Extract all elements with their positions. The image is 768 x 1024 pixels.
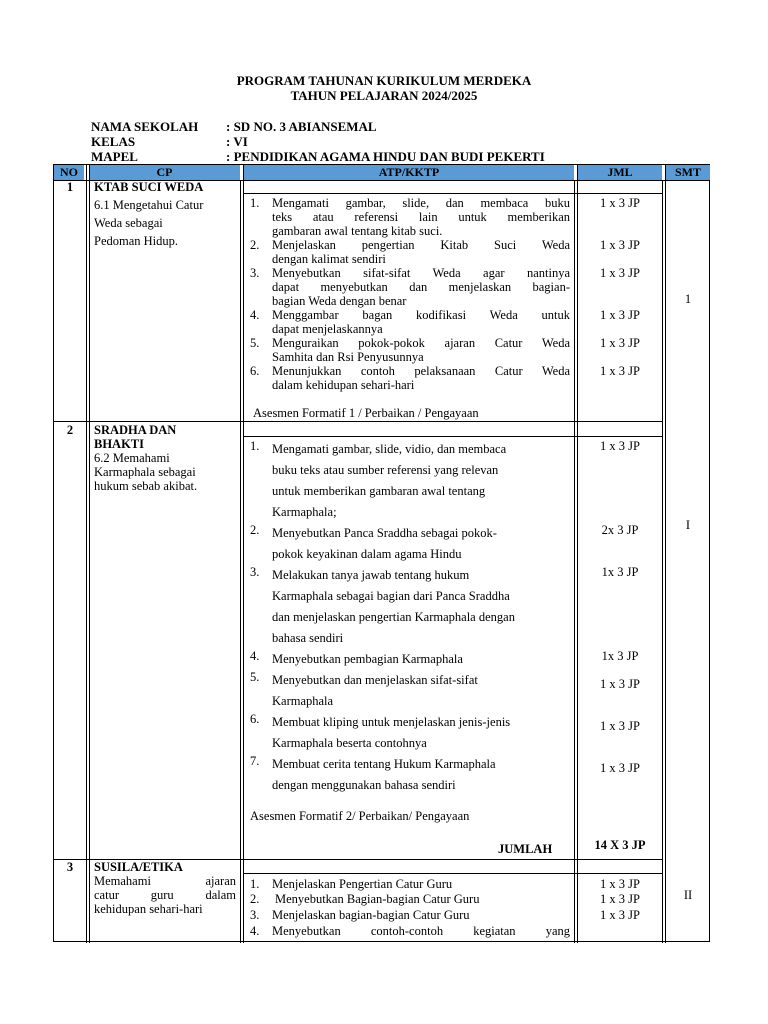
col-header-smt: SMT [674,165,701,179]
jml-value: 1 x 3 JP [600,364,640,378]
info-label: MAPEL [91,149,138,164]
grid-line [243,165,244,943]
atp-item: Menggambar bagan kodifikasi Weda untuk dapat menjelaskannya [272,308,570,336]
semester-value: I [685,518,691,532]
atp-item: Menyebutkan dan menjelaskan sifat-sifat Karmaphala [272,673,478,708]
item-number: 4. [250,308,260,322]
col-header-no: NO [60,165,78,179]
section-title: KTAB SUCI WEDA [94,180,204,194]
item-number: 7. [250,754,260,768]
jml-value: 1 x 3 JP [600,719,640,733]
info-subject [91,149,545,164]
item-number: 1. [250,439,260,453]
info-value: : SD NO. 3 ABIANSEMAL [226,119,377,134]
doc-title: PROGRAM TAHUNAN KURIKULUM MERDEKA [236,73,532,88]
info-value: : PENDIDIKAN AGAMA HINDU DAN BUDI PEKERTI [226,149,545,164]
info-label: KELAS [91,134,136,149]
grid-line [86,165,87,943]
atp-item: Menyebutkan sifat-sifat Weda agar nantinya dapat menyebutkan dan menjelaskan bagian- bagian Weda dengan benar [272,266,570,308]
row-number: 1 [66,180,74,194]
atp-item: Menyebutkan pembagian Karmaphala [272,652,463,666]
grid-line [89,165,90,943]
item-number: 3. [250,908,260,922]
row-number: 3 [66,860,74,874]
row-number: 2 [66,423,74,437]
assessment-text: Asesmen Formatif 1 / Perbaikan / Pengayaan [253,406,479,420]
jml-value: 1 x 3 JP [600,892,640,906]
jml-value: 1x 3 JP [601,565,639,579]
jml-value: 1 x 3 JP [600,238,640,252]
atp-item: Melakukan tanya jawab tentang hukum Karmaphala sebagai bagian dari Panca Sraddha dan menjelaskan pengertian Karmaphala dengan bahasa sendiri [272,568,515,645]
grid-line [54,421,662,422]
item-number: 5. [250,670,260,684]
jml-value: 1x 3 JP [601,649,639,663]
grid-line [665,165,666,943]
info-school [91,119,377,134]
grid-line [244,873,662,874]
program-table [53,164,710,942]
assessment-text: Asesmen Formatif 2/ Perbaikan/ Pengayaan [250,809,470,823]
jml-value: 2x 3 JP [601,523,639,537]
atp-item: Membuat kliping untuk menjelaskan jenis-jenis Karmaphala beserta contohnya [272,715,511,750]
item-number: 6. [250,712,260,726]
jml-value: 1 x 3 JP [600,908,640,922]
jml-value: 1 x 3 JP [600,196,640,210]
semester-value: 1 [684,292,692,306]
atp-item: Menyebutkan Bagian-bagian Catur Guru [275,892,480,906]
atp-item: Menguraikan pokok-pokok ajaran Catur Weda Samhita dan Rsi Penyusunnya [272,336,570,364]
item-number: 4. [250,924,260,938]
item-number: 3. [250,565,260,579]
col-header-atp: ATP/KKTP [378,165,440,179]
item-number: 4. [250,649,260,663]
jml-value: 1 x 3 JP [600,877,640,891]
jml-value: 1 x 3 JP [600,677,640,691]
jml-value: 1 x 3 JP [600,439,640,453]
info-value: : VI [226,134,248,149]
grid-line [244,193,662,194]
atp-item: Mengamati gambar, slide, dan membaca buku teks atau referensi lain untuk memberikan gambaran awal tentang kitab suci. [272,196,570,238]
item-number: 2. [250,238,260,252]
info-class [91,134,248,149]
col-header-cp: CP [156,165,173,179]
atp-item: Menunjukkan contoh pelaksanaan Catur Weda dalam kehidupan sehari-hari [272,364,570,392]
semester-value: II [683,888,693,902]
grid-line [577,165,578,943]
jml-value: 1 x 3 JP [600,266,640,280]
total-label: JUMLAH [498,842,553,856]
atp-item: Menyebutkan contoh-contoh kegiatan yang [272,924,570,938]
jml-value: 1 x 3 JP [600,308,640,322]
grid-line [574,180,575,943]
col-header-jml: JML [607,165,633,179]
grid-line [244,436,662,437]
atp-item: Menyebutkan Panca Sraddha sebagai pokok- pokok keyakinan dalam agama Hindu [272,526,497,561]
jml-value: 1 x 3 JP [600,761,640,775]
item-number: 2. [250,892,260,906]
item-number: 1. [250,877,260,891]
atp-item: Menjelaskan bagian-bagian Catur Guru [272,908,470,922]
section-title: SRADHA DAN BHAKTI [94,423,177,451]
info-label: NAMA SEKOLAH [91,119,199,134]
doc-subtitle: TAHUN PELAJARAN 2024/2025 [290,88,478,103]
item-number: 1. [250,196,260,210]
cp-text: 6.1 Mengetahui Catur Weda sebagai Pedoman Hidup. [94,198,204,248]
cp-text: 6.2 Memahami Karmaphala sebagai hukum sebab akibat. [94,451,198,493]
atp-item: Menjelaskan pengertian Kitab Suci Weda dengan kalimat sendiri [272,238,570,266]
total-value: 14 X 3 JP [594,838,646,852]
atp-item: Mengamati gambar, slide, vidio, dan membaca buku teks atau sumber referensi yang relevan untuk memberikan gambaran awal tentang Karmaphala; [272,442,507,519]
jml-value: 1 x 3 JP [600,336,640,350]
section-title: SUSILA/ETIKA [94,860,183,874]
grid-line [662,180,663,943]
atp-item: Menjelaskan Pengertian Catur Guru [272,877,453,891]
item-number: 2. [250,523,260,537]
cp-text: Memahami ajaran catur guru dalam kehidupan sehari-hari [94,874,236,916]
atp-item: Membuat cerita tentang Hukum Karmaphala dengan menggunakan bahasa sendiri [272,757,496,792]
grid-line [240,180,241,943]
item-number: 3. [250,266,260,280]
item-number: 6. [250,364,260,378]
item-number: 5. [250,336,260,350]
